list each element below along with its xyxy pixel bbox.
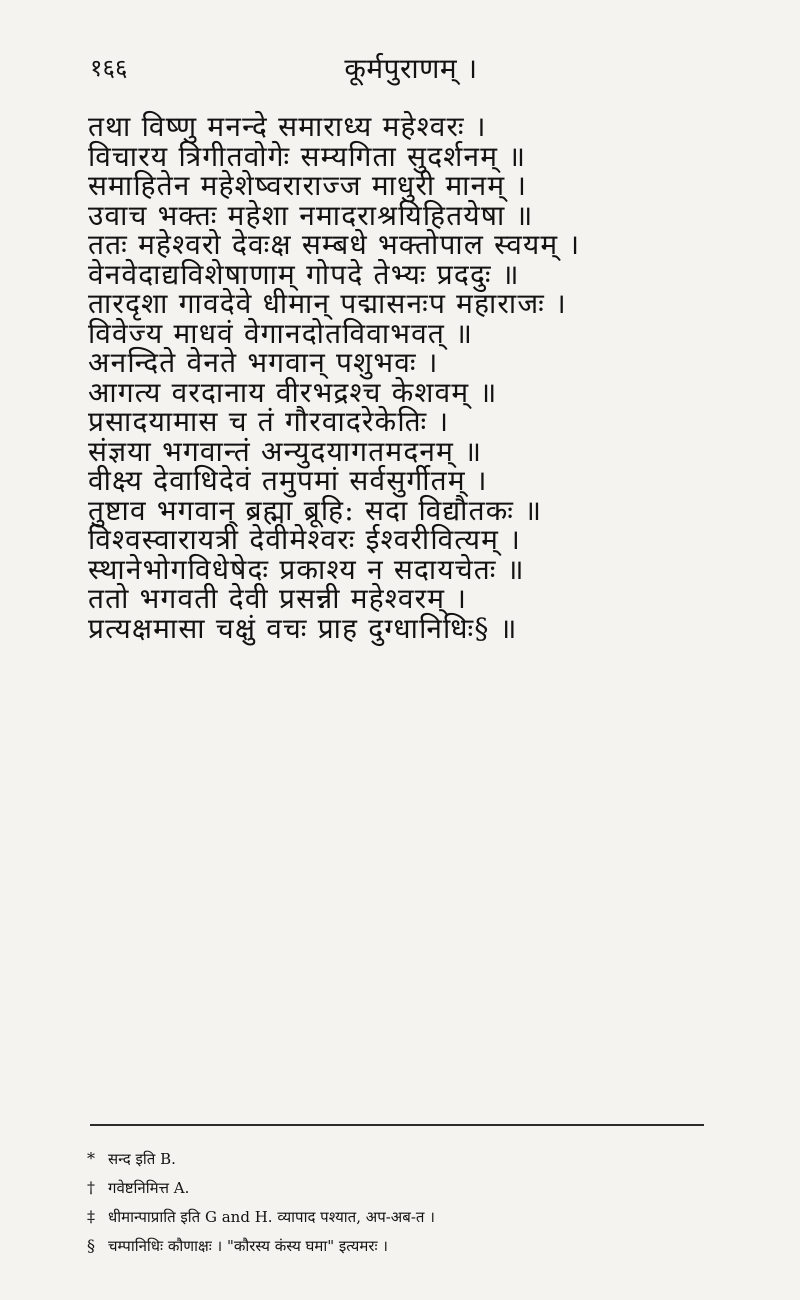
- verse-line: तथा विष्णु मनन्दे समाराध्य महेश्वरः ।: [88, 110, 487, 143]
- running-title: कूर्मपुराणम् ।: [344, 52, 478, 85]
- verse-line: अनन्दिते वेनते भगवान् पशुभवः ।: [88, 346, 439, 379]
- verse-line: विचारय त्रिगीतवोगेः सम्यगिता सुदर्शनम् ॥: [88, 139, 527, 173]
- verse-line: वेनवेदाद्यविशेषाणाम् गोपदे तेभ्यः प्रददुः ॥: [88, 257, 520, 291]
- verse-line: आगत्य वरदानाय वीरभद्रश्च केशवम् ॥: [88, 375, 498, 409]
- footnote-marker: §: [87, 1236, 95, 1255]
- page-number: १६६: [90, 54, 128, 82]
- footnote-divider: [90, 1124, 704, 1126]
- footnote-item: [80, 1231, 720, 1260]
- verse-line: प्रसादयामास च तं गौरवादरेकेतिः ।: [88, 405, 450, 438]
- footnote-text: गवेष्टनिमित्त A.: [108, 1179, 190, 1197]
- footnote-item: [80, 1202, 720, 1231]
- footnote-text: चम्पानिधिः कौणाक्षः । "कौरस्य कंस्य घमा" इत्यमरः ।: [108, 1237, 388, 1255]
- verse-line: उवाच भक्तः महेशा नमादराश्रयिहितयेषा ॥: [88, 198, 534, 232]
- footnote-marker: ‡: [87, 1207, 95, 1226]
- verse-line: संज्ञया भगवान्तं अन्युदयागतमदनम् ॥: [88, 434, 483, 468]
- footnote-text: धीमान्पाप्राति इति G and H. व्यापाद पश्यात, अप-अब-त ।: [108, 1208, 435, 1226]
- verse-line: ततो भगवती देवी प्रसन्नी महेश्वरम् ।: [88, 582, 468, 615]
- footnote-marker: *: [87, 1149, 95, 1168]
- verse-line: प्रत्यक्षमासा चक्षुं वचः प्राह दुग्धानिधिः§ ॥: [88, 611, 518, 645]
- verse-line: स्थानेभोगविधेषेदः प्रकाश्य न सदायचेतः ॥: [88, 552, 525, 586]
- verse-line: विश्वस्वारायत्री देवीमेश्वरः ईश्वरीवित्यम् ।: [88, 523, 522, 556]
- verse-line: तारदृशा गावदेवे धीमान् पद्मासनःप महाराजः ।: [88, 287, 567, 320]
- verse-line: समाहितेन महेशेष्वराराज्ज माधुरी मानम् ।: [88, 169, 528, 202]
- footnote-item: [80, 1144, 720, 1173]
- footnote-text: सन्द इति B.: [108, 1150, 176, 1168]
- verse-line: वीक्ष्य देवाधिदेवं तमुपमां सर्वसुर्गीतम् ।: [88, 464, 488, 497]
- verse-line: विवेज्य माधवं वेगानदोतविवाभवत् ॥: [88, 316, 474, 350]
- footnote-marker: †: [87, 1178, 95, 1197]
- footnotes: [80, 1144, 720, 1284]
- verse-block: [88, 110, 703, 645]
- verse-line: तुष्टाव भगवान् ब्रह्मा ब्रूहि: सदा विद्यौतकः ॥: [88, 493, 543, 527]
- footnote-item: [80, 1173, 720, 1202]
- page-header: [90, 52, 710, 104]
- verse-line: ततः महेश्वरो देवःक्ष सम्बधे भक्तोपाल स्वयम् ।: [88, 228, 581, 261]
